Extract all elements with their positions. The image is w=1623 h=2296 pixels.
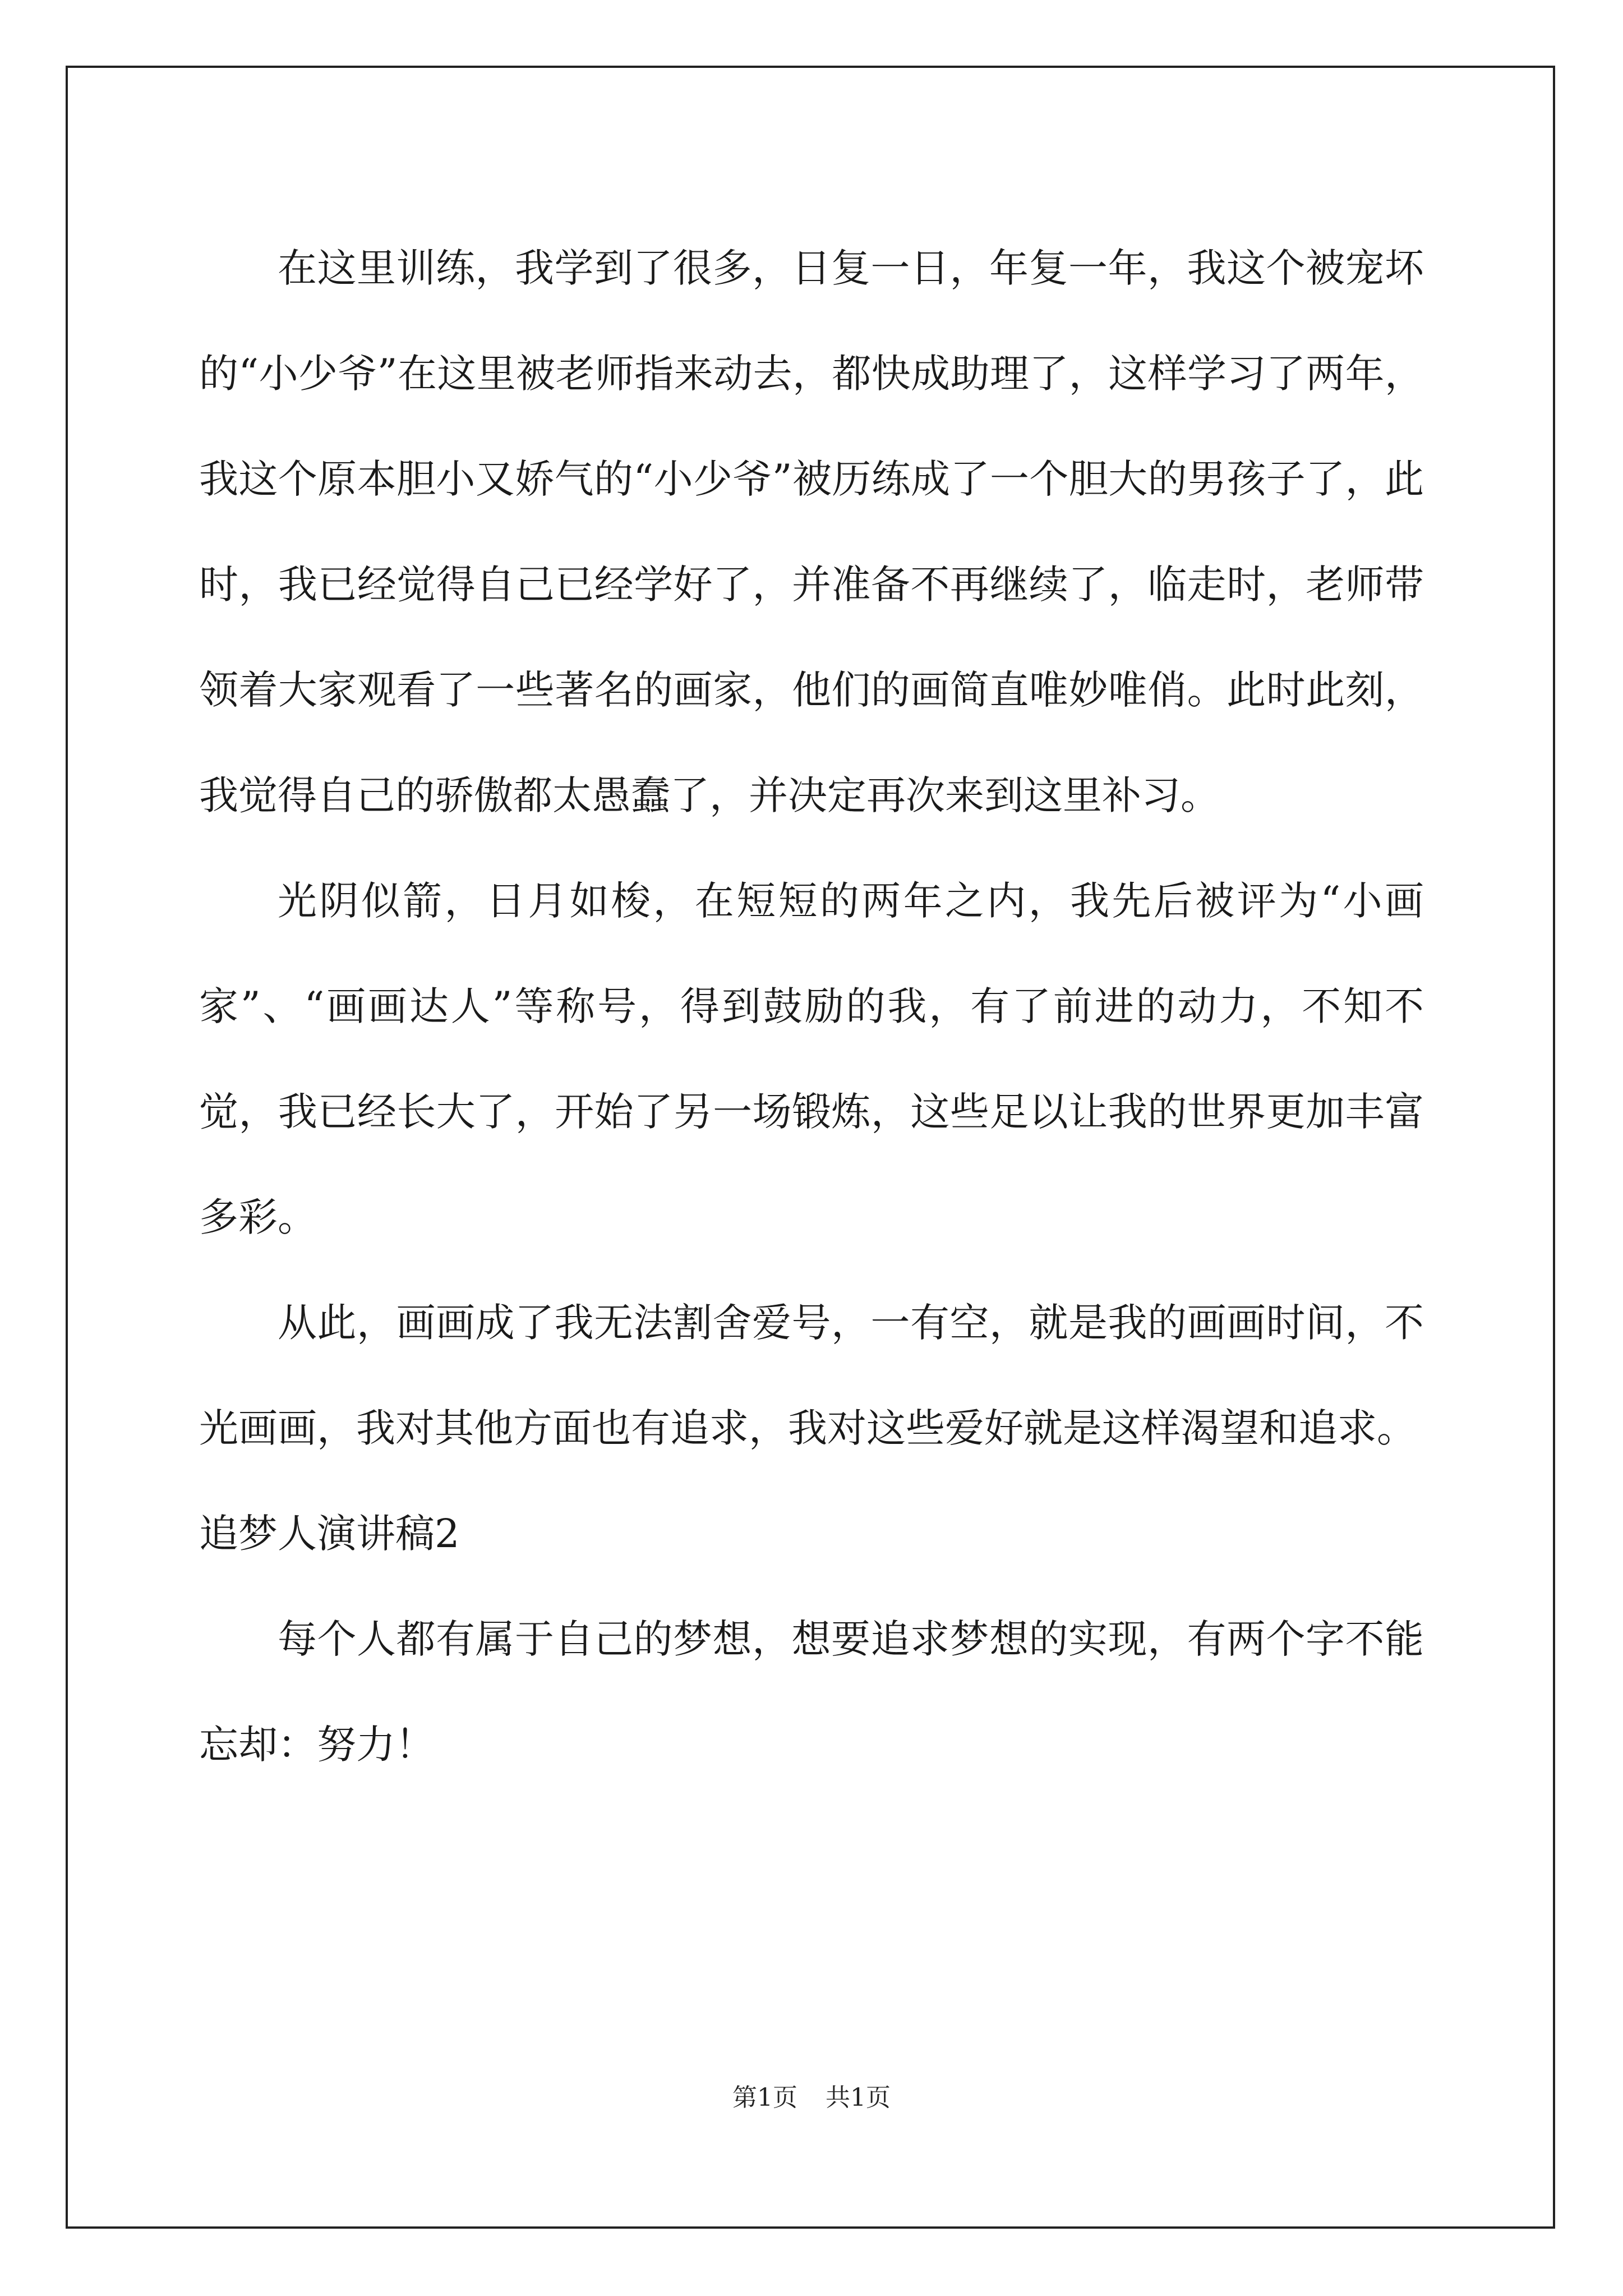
section-heading: 追梦人演讲稿2 <box>199 1511 460 1557</box>
page-total: 共1页 <box>826 2083 891 2112</box>
page-number: 第1页 <box>732 2083 797 2112</box>
paragraph-1: 在这里训练，我学到了很多，日复一日，年复一年，我这个被宠坏的“小少爷”在这里被老师指来动去，都快成助理了，这样学习了两年，我这个原本胆小又娇气的“小少爷”被历练成了一个胆大的男孩子了，此时，我已经觉得自己已经学好了，并准备不再继续了，临走时，老师带领着大家观看了一些著名的画家，他们的画简直唯妙唯俏。此时此刻，我觉得自己的骄傲都太愚蠢了，并决定再次来到这里补习。 <box>199 245 1424 818</box>
document-body <box>199 215 1424 1797</box>
paragraph-2: 光阴似箭，日月如梭，在短短的两年之内，我先后被评为“小画家”、“画画达人”等称号，得到鼓励的我，有了前进的动力，不知不觉，我已经长大了，开始了另一场锻炼，这些足以让我的世界更加丰富多彩。 <box>199 878 1424 1240</box>
paragraph-4: 每个人都有属于自己的梦想，想要追求梦想的实现，有两个字不能忘却：努力！ <box>199 1616 1424 1768</box>
page-footer <box>0 2081 1623 2115</box>
paragraph-3: 从此，画画成了我无法割舍爱号，一有空，就是我的画画时间，不光画画，我对其他方面也有追求，我对这些爱好就是这样渴望和追求。 <box>199 1300 1424 1451</box>
